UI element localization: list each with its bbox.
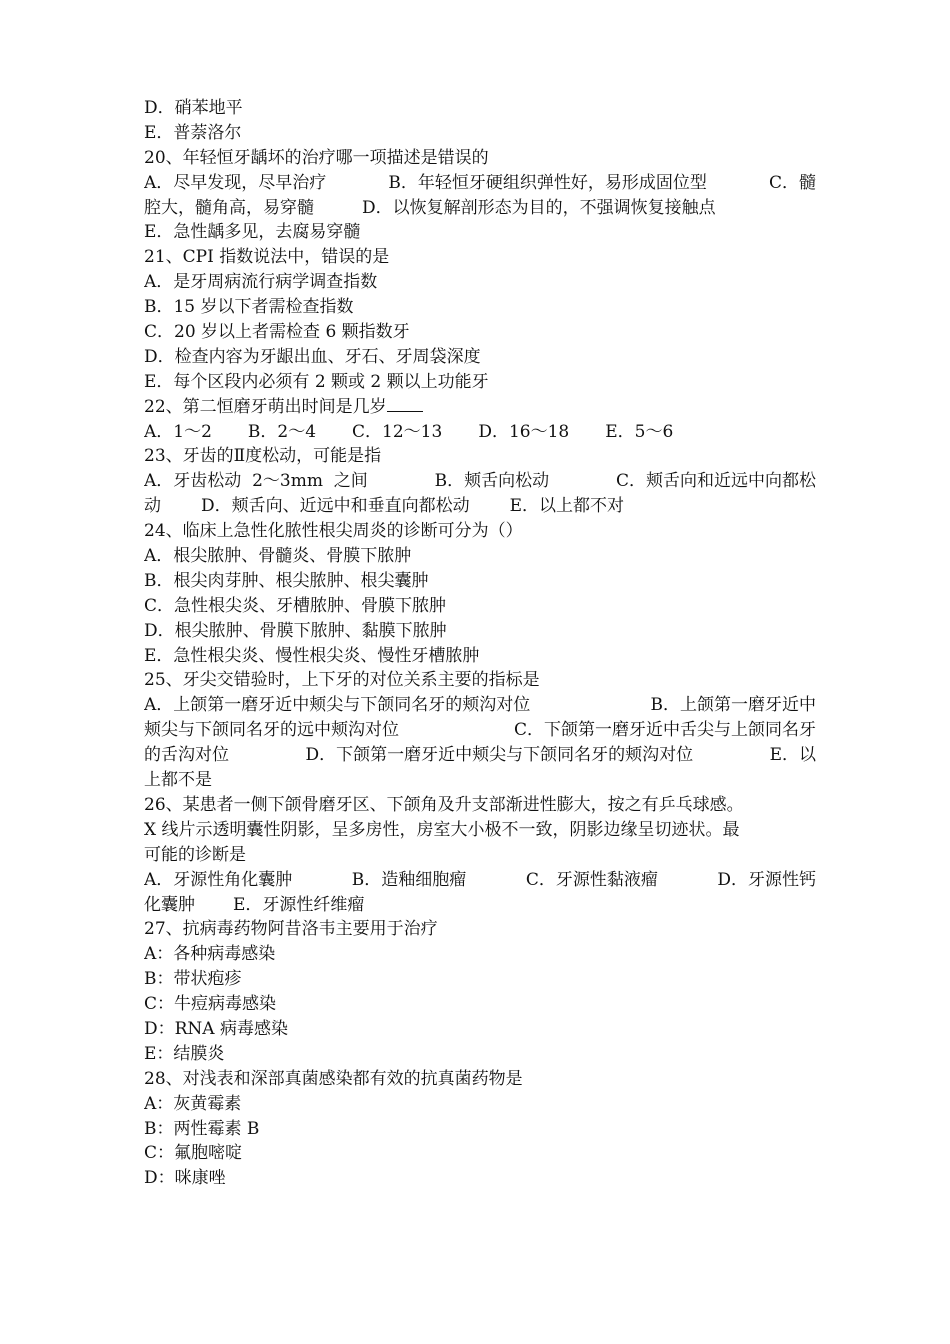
q20-option-a: A．尽早发现，尽早治疗 xyxy=(144,172,327,193)
q22-option-d: D．16～18 xyxy=(478,421,570,442)
q26-options-line-2 xyxy=(144,893,816,918)
q25-option-a: A．上颌第一磨牙近中颊尖与下颌同名牙的颊沟对位 xyxy=(144,695,531,716)
q21-option-c: C．20 岁以上者需检查 6 颗指数牙 xyxy=(144,322,410,343)
q21-stem: 21、CPI 指数说法中，错误的是 xyxy=(144,247,390,268)
q26-stem-line-1: 26、某患者一侧下颌骨磨牙区、下颌角及升支部渐进性膨大，按之有乒乓球感。 xyxy=(144,794,744,815)
q27-option-a: A：各种病毒感染 xyxy=(144,944,276,965)
q27-option-e: E：结膜炎 xyxy=(144,1043,225,1064)
q25-option-b-start: B．上颌第一磨牙近中 xyxy=(650,695,816,716)
q23-options-line-2 xyxy=(144,494,816,519)
q23-options-line-1 xyxy=(144,469,816,494)
q20-option-d: D．以恢复解剖形态为目的，不强调恢复接触点 xyxy=(362,197,716,218)
q23-option-c-start: C．颊舌向和近远中向都松 xyxy=(615,471,816,492)
q24-option-d: D．根尖脓肿、骨膜下脓肿、黏膜下脓肿 xyxy=(144,620,447,641)
q27-option-b: B：带状疱疹 xyxy=(144,969,242,990)
q28-option-c: C：氟胞嘧啶 xyxy=(144,1143,243,1164)
q23-option-a: A．牙齿松动 2～3mm 之间 xyxy=(144,471,368,492)
q28-option-a: A：灰黄霉素 xyxy=(144,1093,242,1114)
q26-option-b: B．造釉细胞瘤 xyxy=(351,869,467,890)
q22-option-b: B．2～4 xyxy=(247,421,317,442)
q25-option-b-end: 颊尖与下颌同名牙的远中颊沟对位 xyxy=(144,720,399,741)
q24-stem: 24、临床上急性化脓性根尖周炎的诊断可分为（） xyxy=(144,521,523,542)
q20-stem: 20、年轻恒牙龋坏的治疗哪一项描述是错误的 xyxy=(144,147,489,168)
q23-option-b: B．颊舌向松动 xyxy=(434,471,550,492)
q21-option-a: A．是牙周病流行病学调查指数 xyxy=(144,272,378,293)
q26-option-d-start: D．牙源性钙 xyxy=(717,869,816,890)
q25-options-line-2 xyxy=(144,718,816,743)
q26-option-e: E．牙源性纤维瘤 xyxy=(233,894,365,915)
q28-option-b: B：两性霉素 B xyxy=(144,1118,260,1139)
q25-option-d: D．下颌第一磨牙近中颊尖与下颌同名牙的颊沟对位 xyxy=(305,745,694,766)
q23-option-d: D．颊舌向、近远中和垂直向都松动 xyxy=(201,496,470,517)
q26-stem-line-2: X 线片示透明囊性阴影，呈多房性，房室大小极不一致，阴影边缘呈切迹状。最 xyxy=(144,819,740,840)
q22-options-line xyxy=(144,420,816,445)
q23-option-e: E．以上都不对 xyxy=(509,496,625,517)
q22-option-a: A．1～2 xyxy=(144,421,212,442)
q20-option-c-start: C．髓 xyxy=(768,172,816,193)
q26-option-a: A．牙源性角化囊肿 xyxy=(144,869,293,890)
q25-option-c-end: 的舌沟对位 xyxy=(144,745,229,766)
q22-stem: 22、第二恒磨牙萌出时间是几岁 xyxy=(144,396,387,417)
q20-options-line-2 xyxy=(144,196,816,221)
q19-option-e: E．普萘洛尔 xyxy=(144,122,242,143)
document-page xyxy=(144,96,816,1191)
q20-option-c-end: 腔大，髓角高，易穿髓 xyxy=(144,197,314,218)
q25-option-e-start: E．以 xyxy=(769,745,816,766)
q27-option-d: D：RNA 病毒感染 xyxy=(144,1018,288,1039)
q27-option-c: C：牛痘病毒感染 xyxy=(144,994,277,1015)
q23-stem: 23、牙齿的Ⅱ度松动，可能是指 xyxy=(144,446,382,467)
q20-option-e: E．急性龋多见，去腐易穿髓 xyxy=(144,222,361,243)
q25-option-e-end: 上都不是 xyxy=(144,770,212,791)
q26-stem-line-3: 可能的诊断是 xyxy=(144,844,246,865)
q24-option-a: A．根尖脓肿、骨髓炎、骨膜下脓肿 xyxy=(144,546,412,567)
q27-stem: 27、抗病毒药物阿昔洛韦主要用于治疗 xyxy=(144,919,438,940)
q24-option-c: C．急性根尖炎、牙槽脓肿、骨膜下脓肿 xyxy=(144,595,447,616)
q25-option-c-start: C．下颌第一磨牙近中舌尖与上颌同名牙 xyxy=(513,720,816,741)
q26-options-line-1 xyxy=(144,868,816,893)
q28-option-d: D：咪康唑 xyxy=(144,1168,226,1189)
q28-stem: 28、对浅表和深部真菌感染都有效的抗真菌药物是 xyxy=(144,1068,523,1089)
q24-option-e: E．急性根尖炎、慢性根尖炎、慢性牙槽脓肿 xyxy=(144,645,480,666)
q21-option-e: E．每个区段内必须有 2 颗或 2 颗以上功能牙 xyxy=(144,371,489,392)
q25-options-line-3 xyxy=(144,743,816,768)
q23-option-c-end: 动 xyxy=(144,496,161,517)
q22-option-e: E．5～6 xyxy=(605,421,674,442)
q26-option-c: C．牙源性黏液瘤 xyxy=(525,869,658,890)
answer-blank xyxy=(387,395,423,412)
q19-option-d: D．硝苯地平 xyxy=(144,98,243,118)
q22-stem-line xyxy=(144,395,816,420)
q24-option-b: B．根尖肉芽肿、根尖脓肿、根尖囊肿 xyxy=(144,570,429,591)
q20-option-b: B．年轻恒牙硬组织弹性好，易形成固位型 xyxy=(388,172,707,193)
q21-option-d: D．检查内容为牙龈出血、牙石、牙周袋深度 xyxy=(144,346,481,367)
q26-option-d-end: 化囊肿 xyxy=(144,894,195,915)
q20-options-line-1 xyxy=(144,171,816,196)
q25-stem: 25、牙尖交错验时，上下牙的对位关系主要的指标是 xyxy=(144,670,540,691)
q21-option-b: B．15 岁以下者需检查指数 xyxy=(144,297,354,318)
q22-option-c: C．12～13 xyxy=(352,421,443,442)
q25-options-line-1 xyxy=(144,693,816,718)
